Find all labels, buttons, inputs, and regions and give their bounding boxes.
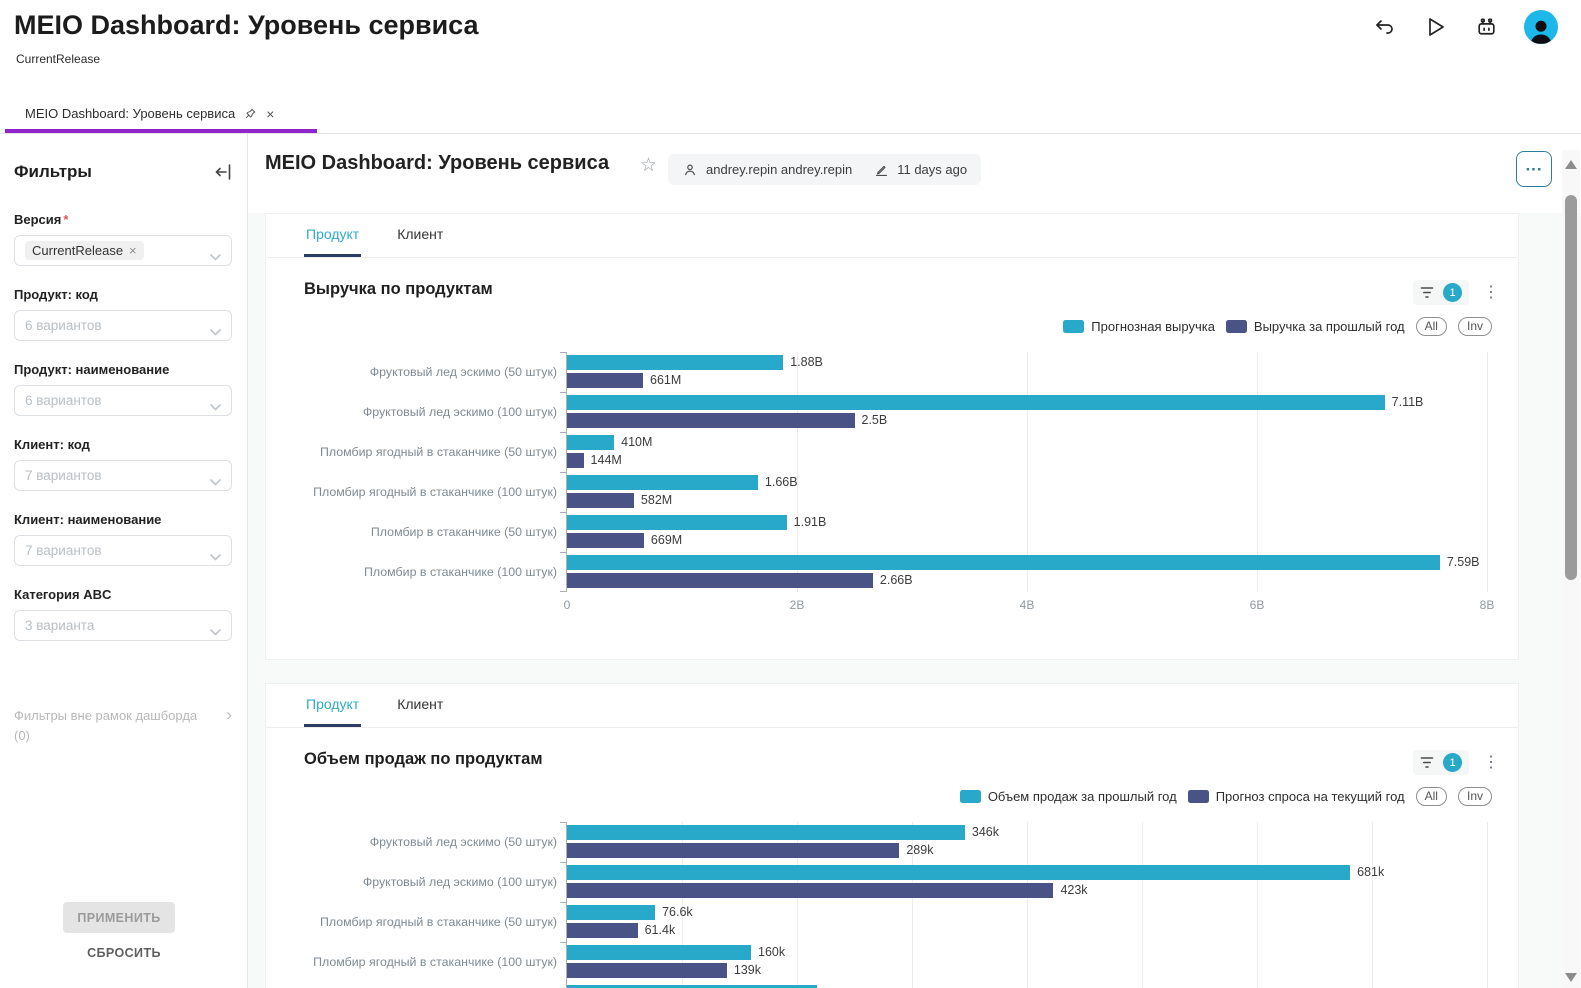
person-icon [682, 162, 698, 178]
bar-value-label: 7.59B [1446, 555, 1480, 569]
chart-row [313, 942, 1487, 982]
last-edited-label: 11 days ago [897, 162, 968, 177]
chevron-down-icon [210, 473, 221, 491]
bot-icon[interactable] [1473, 14, 1499, 40]
outer-filters-count: (0) [14, 728, 30, 743]
bar-series2[interactable] [567, 413, 855, 428]
revenue-chart-card [265, 213, 1519, 660]
pin-icon[interactable] [244, 107, 257, 120]
select-placeholder: 3 варианта [25, 618, 95, 633]
scrollbar-thumb[interactable] [1565, 195, 1577, 580]
x-tick-label: 0 [563, 598, 571, 612]
legend-swatch [1226, 320, 1247, 333]
filter-group [14, 362, 232, 416]
legend-item[interactable] [960, 789, 1177, 804]
filters-title: Фильтры [14, 162, 92, 181]
legend-item[interactable] [1188, 789, 1405, 804]
legend-swatch [1188, 790, 1209, 803]
bar-value-label: 423k [1060, 883, 1088, 897]
dashboard-header [248, 134, 1581, 213]
outer-filters-toggle[interactable] [14, 705, 232, 725]
sales-volume-chart-card [265, 683, 1519, 988]
bar-value-label: 7.11B [1391, 395, 1424, 409]
bar-value-label: 1.66B [764, 475, 798, 489]
apply-button[interactable]: ПРИМЕНИТЬ [63, 902, 175, 933]
bar-series2[interactable] [567, 373, 643, 388]
chart-title: Объем продаж по продуктам [304, 750, 543, 768]
scroll-down-arrow[interactable] [1565, 973, 1577, 982]
bar-series1[interactable] [567, 555, 1440, 570]
category-label: Пломбир в стаканчике (100 штук) [364, 565, 557, 579]
filter-count-badge: 1 [1443, 753, 1462, 772]
bar-series1[interactable] [567, 475, 758, 490]
legend-toggle-inv[interactable]: Inv [1458, 787, 1492, 806]
selected-value-chip [25, 241, 144, 260]
chart-controls [1413, 750, 1499, 775]
chart-menu-icon[interactable]: ⋮ [1483, 753, 1499, 771]
bar-value-label: 410M [621, 435, 653, 449]
bar-series1[interactable] [567, 865, 1350, 880]
chart-row [369, 352, 1487, 392]
legend-item[interactable] [1226, 319, 1405, 334]
legend-label: Прогнозная выручка [1091, 319, 1215, 334]
dashboard-tab[interactable] [25, 106, 274, 121]
bar-series1[interactable] [567, 825, 965, 840]
chart-row [364, 552, 1487, 592]
bar-value-label: 661M [650, 373, 682, 387]
legend-label: Выручка за прошлый год [1253, 319, 1405, 334]
chart-legend [960, 787, 1492, 806]
legend-swatch [960, 790, 981, 803]
legend-toggle-inv[interactable]: Inv [1458, 317, 1492, 336]
filter-label: Клиент: код [14, 437, 90, 452]
dashboard-meta [668, 154, 981, 185]
bar-series1[interactable] [567, 515, 787, 530]
tab-продукт[interactable]: Продукт [304, 214, 361, 257]
bar-value-label: 289k [906, 843, 934, 857]
category-label: Пломбир в стаканчике (50 штук) [370, 525, 557, 539]
filter-select[interactable] [14, 310, 232, 341]
legend-toggle-all[interactable]: All [1416, 787, 1447, 806]
filter-group [14, 287, 232, 341]
close-tab-icon[interactable]: × [266, 105, 275, 122]
chevron-down-icon [210, 398, 221, 416]
tab-клиент[interactable]: Клиент [397, 226, 444, 242]
chart-legend [1063, 317, 1492, 336]
star-icon[interactable]: ☆ [640, 155, 658, 176]
x-tick-label: 8B [1479, 598, 1495, 612]
category-label: Пломбир ягодный в стаканчике (100 штук) [313, 485, 557, 499]
page-title: MEIO Dashboard: Уровень сервиса [14, 10, 479, 40]
section-tabs [266, 684, 1518, 728]
bar-series2[interactable] [567, 963, 727, 978]
filter-label: Версия * [14, 212, 69, 227]
filter-count-badge: 1 [1443, 283, 1462, 302]
bar-series2[interactable] [567, 493, 634, 508]
chip-label: CurrentRelease [32, 243, 124, 258]
filter-group [14, 512, 232, 566]
topbar-actions [1371, 10, 1558, 44]
bar-value-label: 76.6k [662, 905, 693, 919]
section-tabs [266, 214, 1518, 258]
chart-row [319, 902, 1487, 942]
run-icon[interactable] [1422, 14, 1448, 40]
gridline [1487, 822, 1488, 988]
chart-row [362, 862, 1487, 902]
bar-value-label: 61.4k [644, 923, 676, 937]
user-avatar[interactable] [1524, 10, 1558, 44]
chart-row [369, 822, 1487, 862]
select-placeholder: 7 вариантов [25, 468, 102, 483]
bar-value-label: 139k [733, 963, 761, 977]
tab-клиент[interactable]: Клиент [397, 696, 444, 712]
bar-series2[interactable] [567, 453, 584, 468]
bar-series2[interactable] [567, 843, 899, 858]
filter-select[interactable] [14, 535, 232, 566]
dashboard-main [248, 134, 1581, 988]
chevron-down-icon [210, 623, 221, 641]
select-placeholder: 6 вариантов [25, 393, 102, 408]
top-header [0, 0, 1581, 100]
x-tick-label: 6B [1249, 598, 1265, 612]
vertical-scrollbar[interactable] [1562, 150, 1580, 988]
edit-icon [874, 162, 889, 177]
chart-title: Выручка по продуктам [304, 280, 493, 298]
bar-value-label: 144M [590, 453, 622, 467]
bar-series1[interactable] [567, 945, 751, 960]
filter-select[interactable] [14, 235, 232, 266]
category-label: Фруктовый лед эскимо (50 штук) [369, 365, 557, 379]
bar-chart-plot [313, 822, 1487, 988]
filter-funnel-icon [1420, 286, 1434, 299]
legend-item[interactable] [1063, 319, 1215, 334]
chevron-down-icon [210, 248, 221, 266]
legend-label: Объем продаж за прошлый год [987, 789, 1177, 804]
filter-label: Клиент: наименование [14, 512, 162, 527]
bar-value-label: 582M [640, 493, 673, 507]
bar-series1[interactable] [567, 435, 614, 450]
dashboard-tab-label: MEIO Dashboard: Уровень сервиса [25, 106, 236, 121]
remove-chip-icon[interactable]: × [129, 243, 137, 258]
select-placeholder: 6 вариантов [25, 318, 102, 333]
undo-icon[interactable] [1371, 14, 1397, 40]
x-axis-labels [563, 598, 1495, 614]
bar-series2[interactable] [567, 883, 1053, 898]
dashboard-title: MEIO Dashboard: Уровень сервиса [265, 152, 610, 174]
chart-filter-button[interactable] [1413, 280, 1469, 305]
filter-select[interactable] [14, 385, 232, 416]
category-label: Пломбир ягодный в стаканчике (50 штук) [319, 445, 557, 459]
chart-row [370, 512, 1487, 552]
filter-select[interactable] [14, 460, 232, 491]
bar-series1[interactable] [567, 395, 1385, 410]
filter-group [14, 437, 232, 491]
x-tick-label: 4B [1019, 598, 1035, 612]
bar-chart-plot [313, 352, 1495, 612]
x-tick-label: 2B [789, 598, 805, 612]
filters-sidebar [0, 134, 248, 988]
owner-label: andrey.repin andrey.repin [706, 162, 853, 177]
filter-label: Категория ABC [14, 587, 112, 602]
chevron-right-icon: › [226, 705, 232, 724]
bar-value-label: 681k [1357, 865, 1385, 879]
category-label: Фруктовый лед эскимо (100 штук) [362, 875, 557, 889]
legend-label: Прогноз спроса на текущий год [1215, 789, 1405, 804]
bar-value-label: 160k [758, 945, 786, 959]
chart-row [362, 392, 1487, 432]
filter-funnel-icon [1420, 756, 1434, 769]
filter-select[interactable] [14, 610, 232, 641]
category-label: Фруктовый лед эскимо (100 штук) [362, 405, 557, 419]
category-label: Фруктовый лед эскимо (50 штук) [369, 835, 557, 849]
bar-value-label: 1.91B [793, 515, 827, 529]
bar-series2[interactable] [567, 573, 873, 588]
more-options-button[interactable]: ··· [1516, 151, 1552, 187]
filter-group [14, 587, 232, 641]
filter-list [14, 212, 232, 662]
bar-series2[interactable] [567, 533, 644, 548]
chevron-down-icon [210, 323, 221, 341]
required-asterisk: * [63, 212, 69, 227]
bar-series1[interactable] [567, 355, 783, 370]
bar-value-label: 1.88B [790, 355, 823, 369]
chart-row [313, 472, 1487, 512]
legend-swatch [1063, 320, 1084, 333]
scroll-up-arrow[interactable] [1565, 160, 1577, 169]
chevron-down-icon [210, 548, 221, 566]
reset-button[interactable]: СБРОСИТЬ [87, 946, 161, 960]
filter-label: Продукт: код [14, 287, 98, 302]
gridline [1487, 352, 1488, 592]
filter-label: Продукт: наименование [14, 362, 170, 377]
chart-controls [1413, 280, 1499, 305]
bar-value-label: 2.66B [879, 573, 913, 587]
bar-value-label: 2.5B [861, 413, 888, 427]
filter-group [14, 212, 232, 266]
chart-menu-icon[interactable]: ⋮ [1483, 283, 1499, 301]
document-tab-bar [0, 100, 1581, 134]
bar-value-label: 669M [650, 533, 683, 547]
bar-value-label: 346k [971, 825, 999, 839]
chart-filter-button[interactable] [1413, 750, 1469, 775]
active-tab-indicator [5, 129, 317, 133]
chart-row [319, 432, 1487, 472]
page-subtitle: CurrentRelease [16, 52, 101, 66]
select-placeholder: 7 вариантов [25, 543, 102, 558]
collapse-sidebar-icon[interactable] [213, 162, 233, 182]
tab-продукт[interactable]: Продукт [304, 684, 361, 727]
bar-series1[interactable] [567, 905, 655, 920]
legend-toggle-all[interactable]: All [1416, 317, 1447, 336]
bar-series2[interactable] [567, 923, 638, 938]
category-label: Пломбир ягодный в стаканчике (50 штук) [319, 915, 557, 929]
category-label: Пломбир ягодный в стаканчике (100 штук) [313, 955, 557, 969]
outer-filters-label: Фильтры вне рамок дашборда [14, 707, 198, 723]
